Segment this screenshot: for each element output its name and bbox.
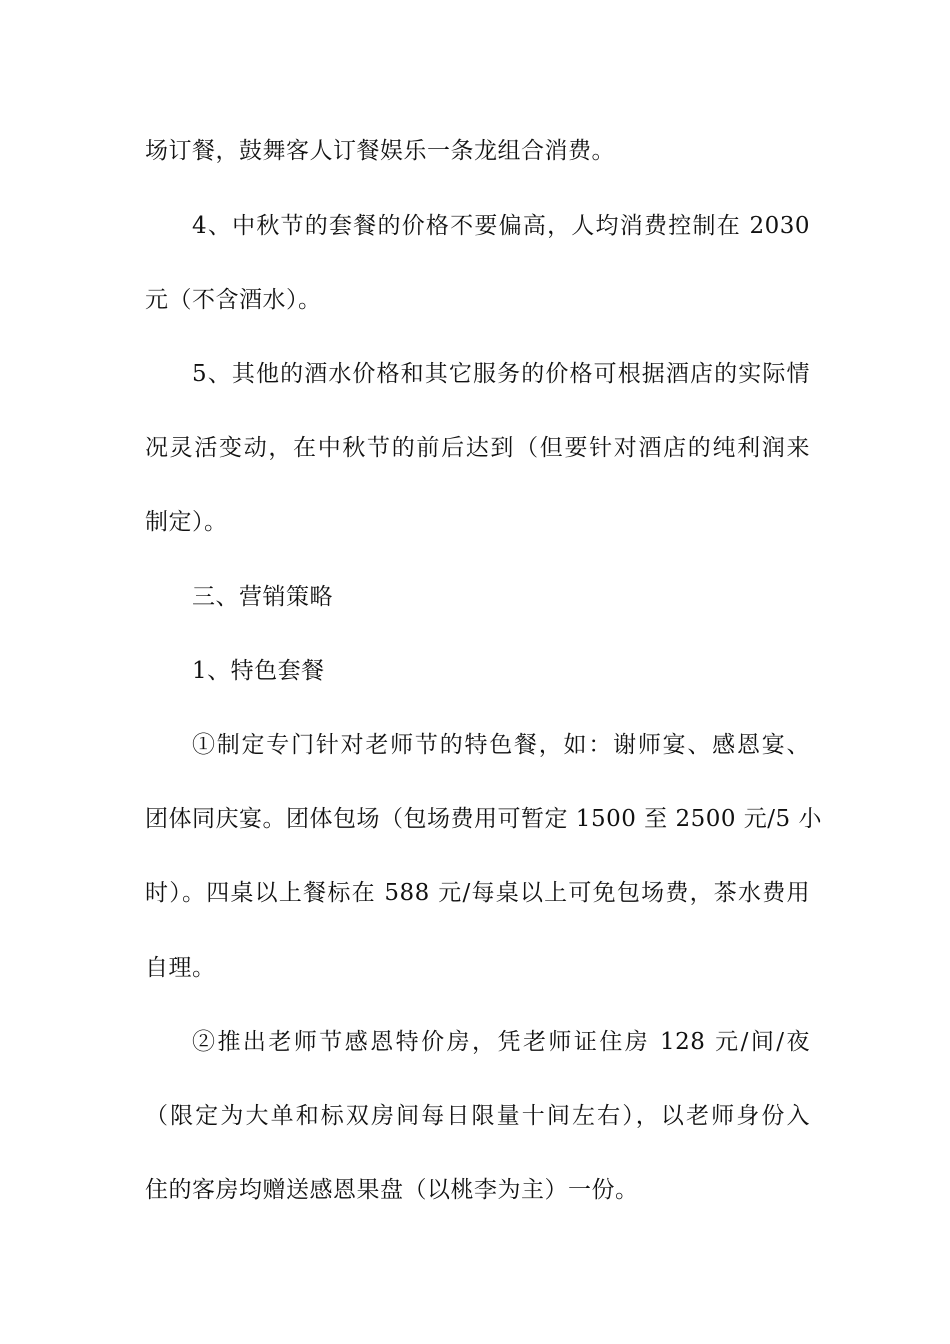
paragraph-line: 场订餐，鼓舞客人订餐娱乐一条龙组合消费。 [145,138,615,164]
paragraph-line: 团体同庆宴。团体包场（包场费用可暂定 1500 至 2500 元/5 小 [145,806,823,832]
paragraph-line: 时）。四桌以上餐标在 588 元/每桌以上可免包场费，茶水费用 [145,880,810,906]
paragraph-line: （限定为大单和标双房间每日限量十间左右），以老师身份入 [145,1103,810,1129]
paragraph-line: ①制定专门针对老师节的特色餐，如：谢师宴、感恩宴、 [192,732,810,758]
subsection-heading: 1、特色套餐 [192,658,325,684]
paragraph-line: 元（不含酒水）。 [145,287,322,313]
paragraph-line: 况灵活变动，在中秋节的前后达到（但要针对酒店的纯利润来 [145,435,810,461]
paragraph-line: ②推出老师节感恩特价房，凭老师证住房 128 元/间/夜 [192,1029,810,1055]
section-heading: 三、营销策略 [192,584,333,610]
paragraph-line: 5、其他的酒水价格和其它服务的价格可根据酒店的实际情 [192,361,810,387]
paragraph-line: 自理。 [145,955,216,981]
paragraph-line: 4、中秋节的套餐的价格不要偏高，人均消费控制在 2030 [192,213,810,239]
paragraph-line: 住的客房均赠送感恩果盘（以桃李为主）一份。 [145,1177,639,1203]
paragraph-line: 制定）。 [145,509,228,535]
